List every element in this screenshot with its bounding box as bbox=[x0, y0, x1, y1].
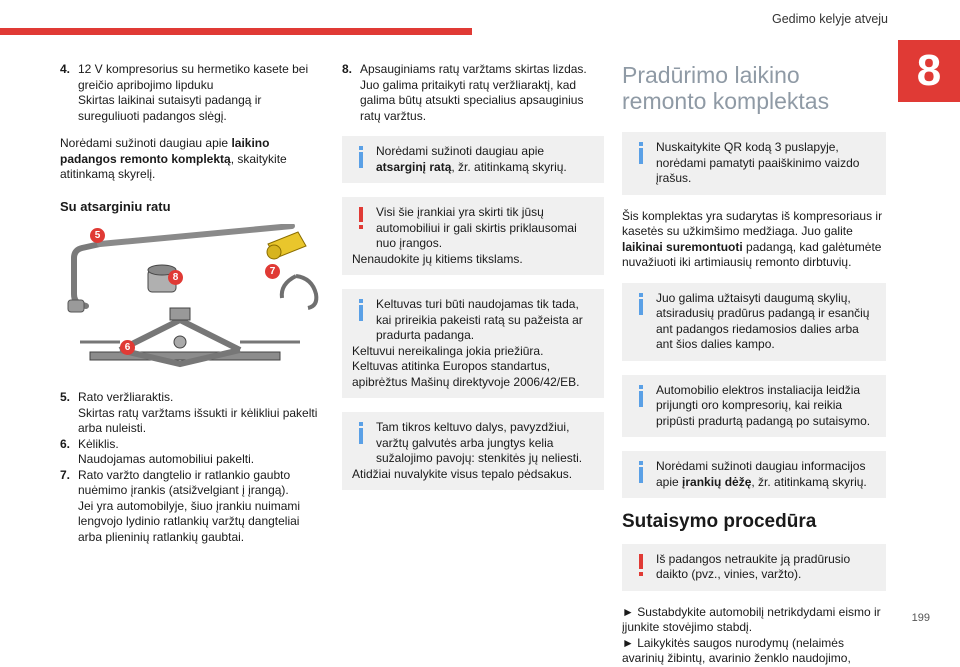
wrench-socket bbox=[68, 300, 84, 312]
figure-label-8: 8 bbox=[168, 270, 183, 285]
figure-label-7: 7 bbox=[265, 264, 280, 279]
warning-icon bbox=[354, 207, 370, 229]
warning-icon bbox=[634, 554, 650, 576]
list-item-title: 12 V kompresorius su hermetiko kasete bei greičio apribojimo lipduku bbox=[78, 62, 309, 92]
procedure-step: ► Laikykitės saugos nurodymų (nelaimės avarinių žibintų, avarinio ženklo naudojimo, bbox=[622, 635, 851, 665]
info-icon bbox=[354, 299, 370, 321]
subheading-spare-wheel: Su atsarginiu ratu bbox=[60, 198, 171, 214]
info-icon bbox=[634, 293, 650, 315]
hook-tool bbox=[296, 276, 316, 308]
chapter-number-badge: 8 bbox=[898, 40, 960, 102]
info-box-toolbox: Norėdami sužinoti daugiau informacijos apie įrankių dėžę, žr. atitinkamą skyrių. bbox=[622, 451, 886, 498]
section-title: Pradūrimo laikino remonto komplektas bbox=[622, 62, 830, 114]
section-subtitle: Sutaisymo procedūra bbox=[622, 511, 817, 532]
column-right bbox=[622, 62, 886, 667]
info-box-jack-parts: Tam tikros keltuvo dalys, pavyzdžiui, varžtų galvutės arba jungtys kelia sužalojimo pavojų: stenkitės jų neliesti. Atidžiai nuvalykite visus tepalo pėdsakus. bbox=[342, 412, 604, 490]
list-item-desc: Skirtas laikinai sutaisyti padangą ir sureguliuoti padangos slėgį. bbox=[78, 93, 262, 123]
list-item-7: 7. Rato varžto dangtelio ir ratlankio gaubto nuėmimo įrankis (atsižvelgiant į įrangą). Jei yra automobilyje, šiuo įrankiu nuimami lengvojo lydinio ratlankių varžtų dangteliai arba plieninių ratlankių gaubtai. bbox=[60, 467, 301, 544]
list-item-6: 6. Kėliklis. Naudojamas automobiliui pakelti. bbox=[60, 436, 255, 466]
procedure-step: ► Sustabdykite automobilį netrikdydami eismo ir įjunkite stovėjimo stabdį. bbox=[622, 604, 881, 634]
tools-illustration bbox=[60, 224, 322, 376]
list-item-5: 5. Rato veržliaraktis. Skirtas ratų varžtams išsukti ir kėlikliui pakelti arba nuleisti. bbox=[60, 390, 318, 435]
figure-label-5: 5 bbox=[90, 228, 105, 243]
list-item-8: 8. Apsauginiams ratų varžtams skirtas lizdas. Juo galima pritaikyti ratų veržliaraktį, kad galima būtų atsukti specialius apsauginius ratų varžtus. bbox=[342, 62, 587, 123]
info-box-spare-wheel: Norėdami sužinoti daugiau apie atsarginį ratą, žr. atitinkamą skyrių. bbox=[342, 136, 604, 183]
warning-box-object: Iš padangos netraukite ją pradūrusio daikto (pvz., vinies, varžto). bbox=[622, 544, 886, 591]
info-icon bbox=[634, 142, 650, 164]
info-box-qr: Nuskaitykite QR kodą 3 puslapyje, norėdami pamatyti paaiškinimo vaizdo įrašus. bbox=[622, 132, 886, 195]
column-middle bbox=[342, 62, 604, 504]
list-number: 4. bbox=[60, 62, 71, 76]
link-text: laikino padangos remonto komplektą bbox=[60, 136, 270, 166]
paragraph-kit-desc: Šis komplektas yra sudarytas iš kompresoriaus ir kasetės su užkimšimo medžiaga. Juo galite laikinai suremontuoti padangą, kad galėtumėte nuvažiuoti iki artimiausių remonto dirbtuvių. bbox=[622, 208, 883, 269]
info-box-electrical: Automobilio elektros instaliacija leidžia prijungti oro kompresorių, kai reikia pripūsti pradurtą padangą po sutaisymo. bbox=[622, 375, 886, 438]
column-left bbox=[60, 62, 322, 545]
paragraph-kit-ref: Norėdami sužinoti daugiau apie laikino padangos remonto komplektą, skaitykite atitinkamą skyrelį. bbox=[60, 136, 287, 181]
figure-label-6: 6 bbox=[120, 340, 135, 355]
list-item-4 bbox=[60, 62, 322, 124]
info-icon bbox=[354, 422, 370, 444]
info-box-holes: Juo galima užtaisyti daugumą skylių, atsiradusių pradūrus padangą ir esančių ant padangos riedamosios dalies arba ant šios dalies kampo. bbox=[622, 283, 886, 361]
header-accent-bar bbox=[0, 28, 472, 35]
warning-box-tools: Visi šie įrankiai yra skirti tik jūsų automobiliui ir gali skirtis priklausomai nuo įrangos. Nenaudokite jų kitiems tikslams. bbox=[342, 197, 604, 275]
jack-base bbox=[90, 352, 280, 360]
page-number: 199 bbox=[911, 612, 930, 624]
info-icon bbox=[354, 146, 370, 168]
info-icon bbox=[634, 461, 650, 483]
tools-drawing bbox=[60, 224, 322, 376]
info-icon bbox=[634, 385, 650, 407]
info-box-jack: Keltuvas turi būti naudojamas tik tada, kai prireikia pakeisti ratą su pažeista ar pradurta padanga. Keltuvui nereikalinga jokia priežiūra. Keltuvas atitinka Europos standartus, apibrėžtus Mašinų direktyvoje 2006/42/EB. bbox=[342, 289, 604, 398]
page-header-title: Gedimo kelyje atveju bbox=[771, 12, 888, 26]
